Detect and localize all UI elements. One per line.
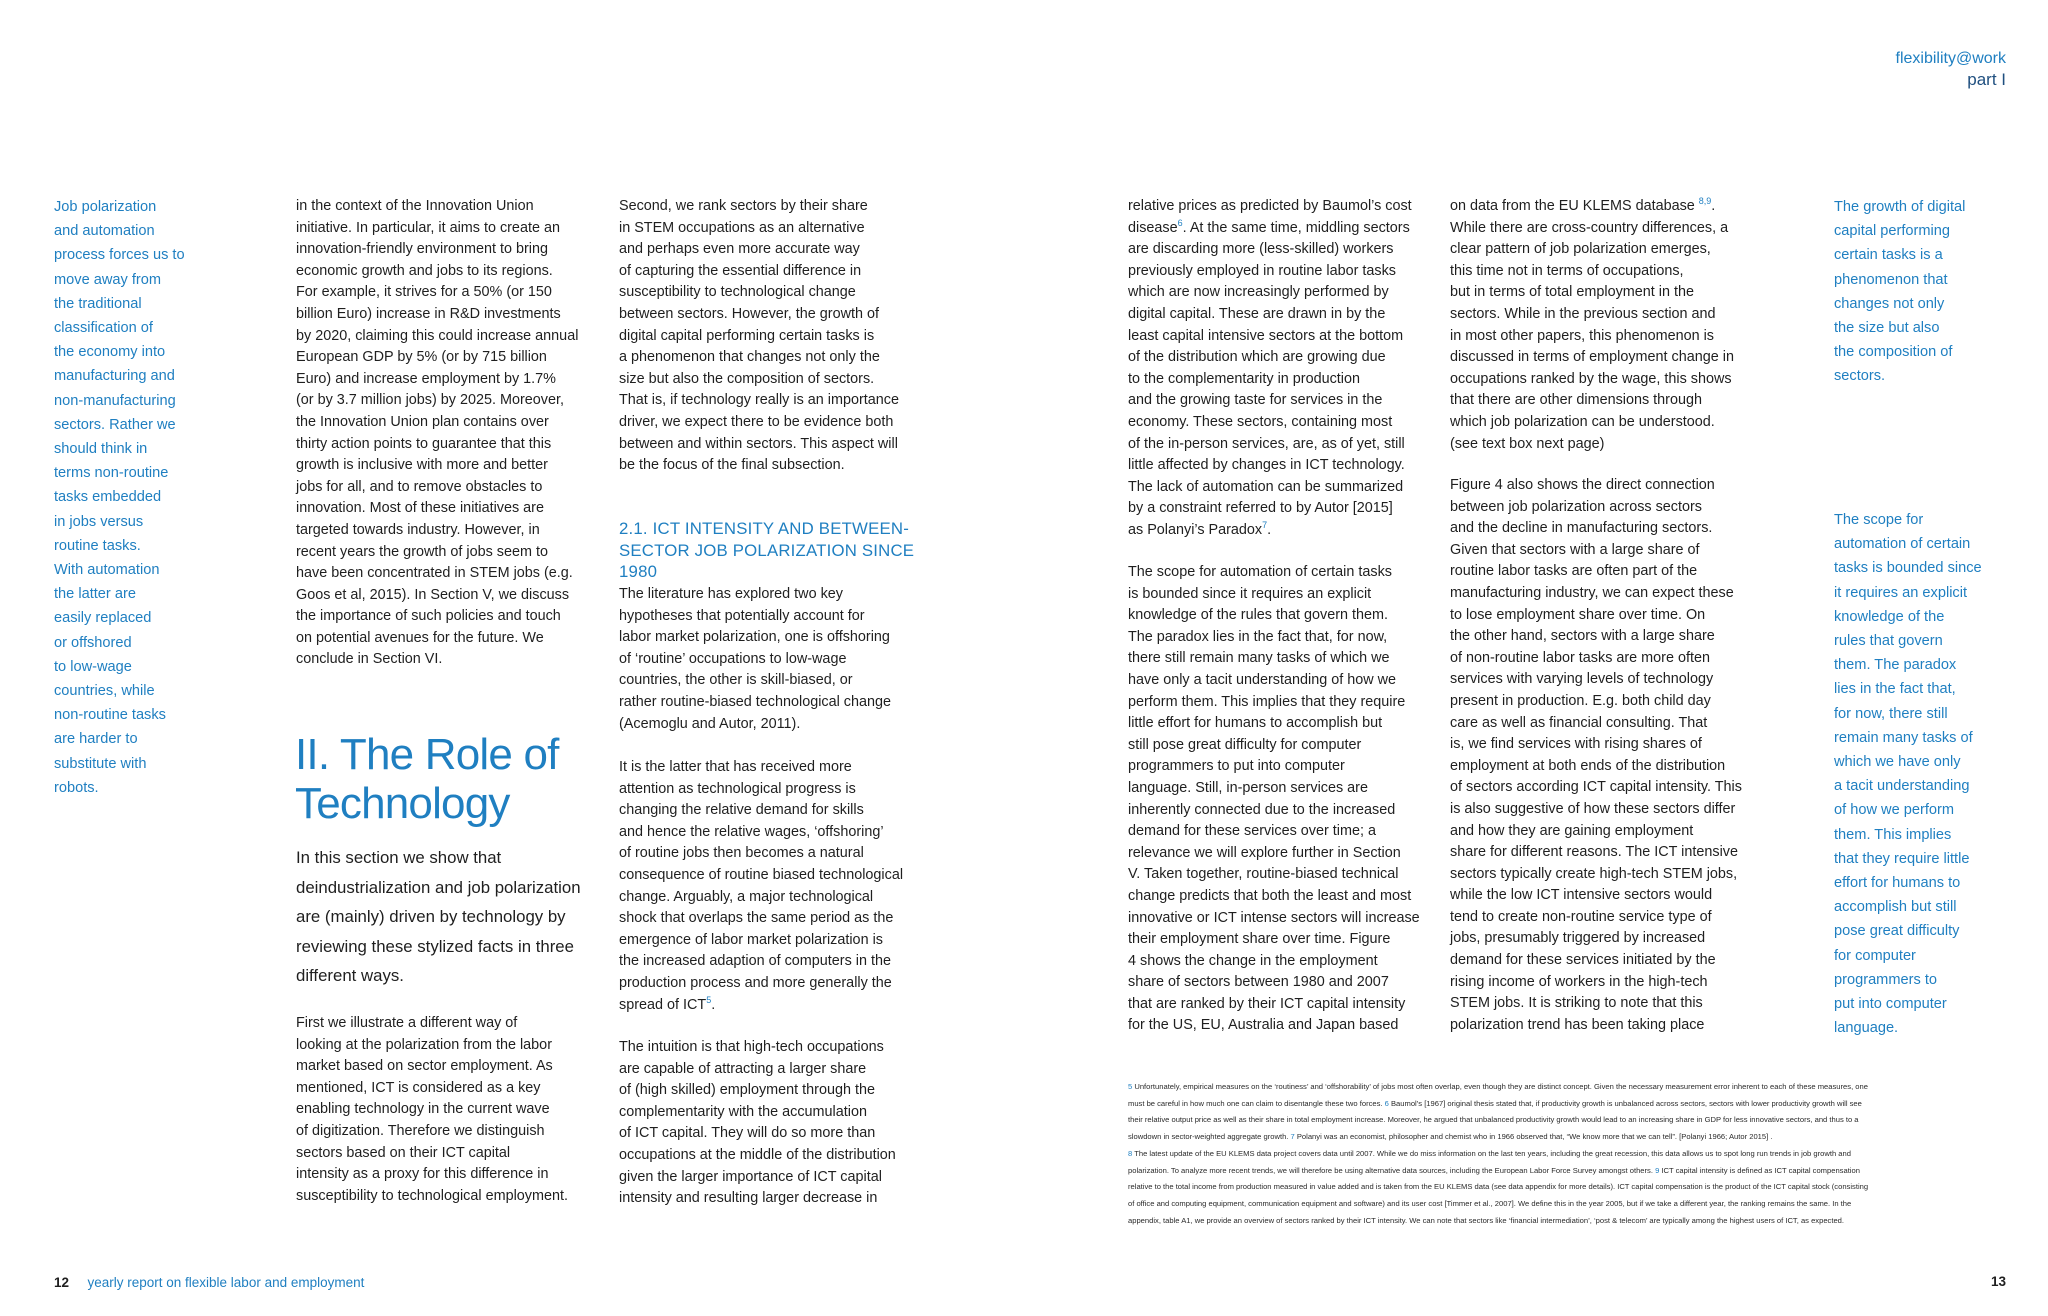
fn5-text: Unfortunately, empirical measures on the ‘routiness’ and ‘offshorability’ of jobs most often overlap, even though they are distinct concept. Given the necessary measurement error inherent to each of these measures, one must be careful in how much one can claim to disentangle these two forces. bbox=[1128, 1082, 1868, 1108]
subsection-heading: 2.1. ICT INTENSITY AND BETWEEN- SECTOR JOB POLARIZATION SINCE 1980 bbox=[619, 519, 915, 581]
col4-a: on data from the EU KLEMS database bbox=[1450, 198, 1699, 214]
col2-mid2-end: . bbox=[711, 996, 716, 1013]
footnote-ref-6[interactable]: 6 bbox=[1177, 217, 1183, 228]
right-pull-quote-bottom: The scope for automation of certain tasks is bounded since it requires an explicit knowledge of the rules that govern them. The paradox lies in the fact that, for now, there still remain many tasks of which we have only a tacit understanding of how we perform them. This implies that they require little effort for humans to accomplish but still pose great difficulty for computer programmers to put into computer language. bbox=[1834, 512, 1982, 1037]
left-footer bbox=[54, 1274, 364, 1292]
left-col1-top: in the context of the Innovation Union initiative. In particular, it aims to create an innovation-friendly environment to bring economic growth and jobs to its regions. For example, it strives for a 50% (or 150 billion Euro) increase in R&D investments by 2020, claiming this could increase annual European GDP by 5% (or by 715 billion Euro) and increase employment by 1.7% (or by 3.7 million jobs) by 2025. Moreover, the Innovation Union plan contains over thirty action points to guarantee that this growth is inclusive with more and better jobs for all, and to remove obstacles to innovation. Most of these initiatives are targeted towards industry. However, in recent years the growth of jobs seem to have been concentrated in STEM jobs (e.g. Goos et al, 2015). In Section V, we discuss the importance of such policies and touch on potential avenues for the future. We conclude in Section VI. bbox=[296, 198, 579, 668]
left-col2-bottom: The intuition is that high-tech occupations are capable of attracting a larger share of (high skilled) employment through the complementarity with the accumulation of ICT capital. They will do so more than occupations at the middle of the distribution given the larger importance of ICT capital intensity and resulting larger decrease in bbox=[619, 1039, 896, 1207]
fn7-text: Polanyi was an economist, philosopher and chemist who in 1966 observed that, “We know more that we can tell”. [Polanyi 1966; Autor 2015] . bbox=[1294, 1132, 1773, 1142]
left-col2-mid2 bbox=[619, 757, 939, 1016]
col4-b: . While there are cross-country differences, a clear pattern of job polarization emerges, this time not in terms of occupations, but in terms of total employment in the sectors. While in the previous section and in most other papers, this phenomenon is discussed in terms of employment change in occupations ranked by the wage, this shows that there are other dimensions through which job polarization can be understood. (see text box next page) bbox=[1450, 198, 1734, 452]
header-brand: flexibility@work bbox=[1895, 50, 2006, 67]
right-col4-top bbox=[1450, 196, 1772, 455]
col3-b: . At the same time, middling sectors are discarding more (less-skilled) workers previously employed in routine labor tasks which are now increasingly performed by digital capital. These are drawn in by the least capital intensive sectors at the bottom of the distribution which are growing due to the complementarity in production and the growing taste for services in the economy. These sectors, containing most of the in-person services, are, as of yet, still little affected by changes in ICT technology. The lack of automation can be summarized by a constraint referred to by Autor [2015] as Polanyi’s Paradox bbox=[1128, 219, 1410, 538]
col3-b-end: . bbox=[1267, 521, 1272, 538]
page-number-right: 13 bbox=[1990, 1274, 2006, 1289]
fn5-num: 5 bbox=[1128, 1082, 1133, 1091]
footnote-ref-8-9[interactable]: 8,9 bbox=[1698, 196, 1712, 207]
page-number-left: 12 bbox=[54, 1275, 70, 1290]
header-part: part I bbox=[1967, 70, 2006, 89]
col2-mid2-text: It is the latter that has received more attention as technological progress is changing the relative demand for skills and hence the relative wages, ‘offshoring’ of routine jobs then becomes a natural consequence of routine biased technological change. Arguably, a major technological shock that overlaps the same period as the emergence of labor market polarization is the increased adaption of computers in the production process and more generally the spread of ICT bbox=[619, 759, 904, 1013]
fn8-text: The latest update of the EU KLEMS data project covers data until 2007. While we do miss information on the last ten years, including the great recession, this data allows us to spot long run trends in job growth and polarization. To analyze more recent trends, we will therefore be using alternative data sources, including the European Labor Force Survey amongst others. bbox=[1128, 1148, 1851, 1175]
left-pull-quote: Job polarization and automation process forces us to move away from the traditional classification of the economy into manufacturing and non-manufacturing sectors. Rather we should think in terms non-routine tasks embedded in jobs versus routine tasks. With automation the latter are easily replaced or offshored to low-wage countries, while non-routine tasks are harder to substitute with robots. bbox=[54, 199, 185, 796]
left-col1-bottom: First we illustrate a different way of looking at the polarization from the labor market based on sector employment. As mentioned, ICT is considered as a key enabling technology in the current wave of digitization. Therefore we distinguish sectors based on their ICT capital intensity as a proxy for this difference in susceptibility to technological employment. bbox=[296, 1015, 568, 1204]
col3-a: relative prices as predicted by Baumol’s cost disease bbox=[1128, 198, 1412, 236]
fn9-num: 9 bbox=[1652, 1165, 1660, 1175]
fn6-text: Baumol’s [1967] original thesis stated that, if productivity growth is unbalanced across sectors, sectors with lower productivity growth will see their relative output price as well as their share in total employment increase. Moreover, he argued that unbalanced productivity growth would lead to an increasing share in GDP for less innovative sectors, and thus to a slowdown in sector-weighted aggregate growth. bbox=[1128, 1098, 1862, 1142]
fn9-text: ICT capital intensity is defined as ICT capital compensation relative to the total income from production measured in value added and is taken from the EU KLEMS data (see data appendix for more details). ICT capital compensation is the product of the ICT capital stock (consisting of office and computing equipment, communication equipment and software) and its user cost [Timmer et al., 2007]. We define this in the year 2005, but if we take a different year, the ranking remains the same. In the appendix, table A1, we provide an overview of sectors ranked by their ICT intensity. We can note that sectors like ‘financial intermediation’, ‘post & telecom’ are typically among the highest users of ICT, as expected. bbox=[1128, 1165, 1869, 1225]
footnotes bbox=[1128, 1079, 2008, 1229]
right-pull-quote-top: The growth of digital capital performing certain tasks is a phenomenon that changes not only the size but also the composition of sectors. bbox=[1834, 199, 1966, 385]
fn8-num: 8 bbox=[1128, 1148, 1133, 1158]
section-intro: In this section we show that deindustrialization and job polarization are (mainly) driven by technology by reviewing these stylized facts in three different ways. bbox=[296, 848, 581, 985]
footnote-ref-5[interactable]: 5 bbox=[706, 994, 712, 1005]
running-header bbox=[1896, 48, 2006, 90]
right-col3-top bbox=[1128, 196, 1450, 542]
right-col4-bottom: Figure 4 also shows the direct connection between job polarization across sectors and the decline in manufacturing sectors. Given that sectors with a large share of routine labor tasks are often part of the manufacturing industry, we can expect these to lose employment share over time. On the other hand, sectors with a large share of non-routine labor tasks are more often services with varying levels of technology present in production. E.g. both child day care as well as financial consulting. That is, we find services with rising shares of employment at both ends of the distribution of sectors according ICT capital intensity. This is also suggestive of how these sectors differ and how they are gaining employment share for different reasons. The ICT intensive sectors typically create high-tech STEM jobs, while the low ICT intensive sectors would tend to create non-routine service type of jobs, presumably triggered by increased demand for these services initiated by the rising income of workers in the high-tech STEM jobs. It is striking to note that this polarization trend has been taking place bbox=[1450, 477, 1742, 1033]
fn7-num: 7 bbox=[1288, 1132, 1295, 1142]
left-col2-top: Second, we rank sectors by their share in STEM occupations as an alternative and perhaps even more accurate way of capturing the essential difference in susceptibility to technological change between sectors. However, the growth of digital capital performing certain tasks is a phenomenon that changes not only the size but also the composition of sectors. That is, if technology really is an importance driver, we expect there to be evidence both between and within sectors. This aspect will be the focus of the final subsection. bbox=[619, 198, 899, 474]
left-col2-mid: The literature has explored two key hypotheses that potentially account for labor market polarization, one is offshoring of ‘routine’ occupations to low-wage countries, the other is skill-biased, or rather routine-biased technological change (Acemoglu and Autor, 2011). bbox=[619, 586, 892, 732]
section-title: II. The Role of Technology bbox=[295, 730, 559, 828]
fn6-num: 6 bbox=[1382, 1098, 1389, 1108]
footer-title: yearly report on flexible labor and employment bbox=[87, 1275, 365, 1290]
right-col3-bottom: The scope for automation of certain tasks is bounded since it requires an explicit knowledge of the rules that govern them. The paradox lies in the fact that, for now, there still remain many tasks of which we have only a tacit understanding of how we perform them. This implies that they require little effort for humans to accomplish but still pose great difficulty for computer programmers to put into computer language. Still, in-person services are inherently connected due to the increased demand for these services over time; a relevance we will explore further in Section V. Taken together, routine-biased technical change predicts that both the least and most innovative or ICT intense sectors will increase their employment share over time. Figure 4 shows the change in the employment share of sectors between 1980 and 2007 that are ranked by their ICT capital intensity for the US, EU, Australia and Japan based bbox=[1128, 564, 1420, 1034]
footnote-ref-7[interactable]: 7 bbox=[1262, 520, 1268, 531]
